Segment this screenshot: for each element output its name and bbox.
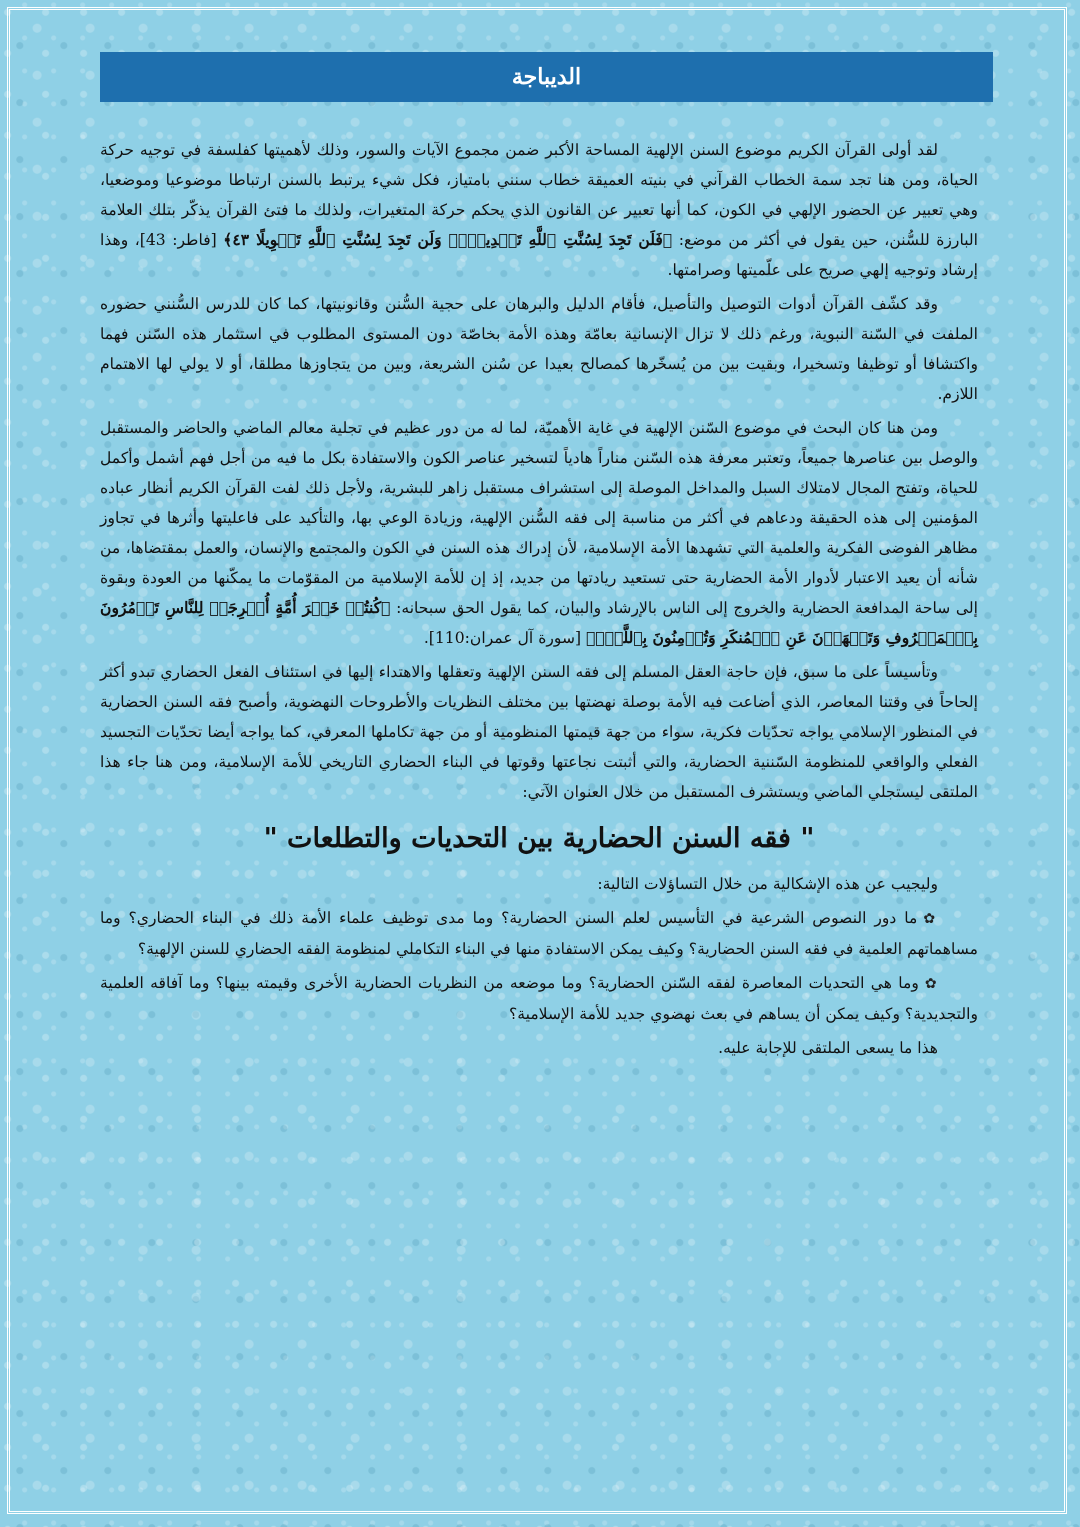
question-text: وما هي التحديات المعاصرة لفقه السّنن الحضارية؟ وما موضعه من النظريات الحضارية الأخرى وقيمته بينها؟ وما آفاقه العلمية والتجديدية؟ وكيف يمكن أن يساهم في بعث نهضوي جديد للأمة الإسلامية؟: [100, 974, 978, 1023]
paragraph-5: وليجيب عن هذه الإشكالية من خلال التساؤلات التالية:: [597, 875, 938, 893]
document-body: [100, 135, 978, 1067]
paragraph-3: [100, 413, 978, 653]
paragraph-text: ومن هنا كان البحث في موضوع السّنن الإلهية في غاية الأهميّة، لما له من دور عظيم في تجلية معالم الماضي والحاضر والمستقبل والوصل بين عناصرها جميعاً، وتعتبر معرفة هذه السّنن مناراً هادياً لتسخير عناصر الكون والاستفادة بكل ما فيه من أجل فهم أشمل وأكمل للحياة، وتفتح المجال لامتلاك السبل والمداخل الموصلة إلى استشراف مستقبل زاهر للبشرية، ولأجل ذلك لفت القرآن الكريم أنظار عباده المؤمنين إلى هذه الحقيقة ودعاهم في أكثر من مناسبة إلى فقه السُّنن الإلهية، وزيادة الوعي بها، والتأكيد على فاعليتها وأثرها في تجاوز مظاهر الفوضى الفكرية والعلمية التي تشهدها الأمة الإسلامية، لأن إدراك هذه السنن في الكون والمجتمع والإنسان، والعمل بمقتضاها، من شأنه أن يعيد الاعتبار لأدوار الأمة الحضارية حتى تستعيد ريادتها من جديد، إذ إن للأمة الإسلامية من المقوّمات ما يمكّنها من العودة وبقوة إلى ساحة المدافعة الحضارية والخروج إلى الناس بالإرشاد والبيان، كما يقول الحق سبحانه:: [100, 419, 978, 617]
quran-verse: ﴿كُنتُمۡ خَيۡرَ أُمَّةٍ أُخۡرِجَتۡ لِلنَّاسِ تَأۡمُرُونَ بِٱلۡمَعۡرُوفِ وَتَنۡهَوۡنَ عَنِ ٱلۡمُنكَرِ وَتُؤۡمِنُونَ بِٱللَّهِۗ﴾: [100, 598, 978, 647]
flower-bullet-icon: ✿: [924, 976, 938, 992]
paragraph-4: وتأسيساً على ما سبق، فإن حاجة العقل المسلم إلى فقه السنن الإلهية وتعقلها والاهتداء إليها في استئناف الفعل الحضاري تبدو أكثر إلحاحاً في وقتنا المعاصر، الذي أضاعت فيه الأمة بوصلة نهضتها بين مختلف النظريات والأطروحات النهضوية، وأصبح فقه السنن الحضارية في المنظور الإسلامي يواجه تحدّيات فكرية، سواء من جهة قيمتها المنظومية أو من جهة تكاملها المعرفي، كما يواجه أيضا تحدّيات التجسيد الفعلي والواقعي للمنظومة السّننية الحضارية، والتي أثبتت نجاعتها وقوتها في البناء الحضاري التاريخي للأمة الإسلامية، ومن هنا جاء هذا الملتقى ليستجلي الماضي ويستشرف المستقبل من خلال العنوان الآتي:: [100, 663, 978, 801]
question-text: ما دور النصوص الشرعية في التأسيس لعلم السنن الحضارية؟ وما مدى توظيف علماء الأمة ذلك في البناء الحضاري؟ وما مساهماتهم العلمية في فقه السنن الحضارية؟ وكيف يمكن الاستفادة منها في البناء التكاملي لمنظومة الفقه الحضاري للسنن الإلهية؟: [100, 909, 978, 958]
flower-bullet-icon: ✿: [923, 911, 938, 927]
question-item-1: [100, 903, 978, 964]
quran-verse: ﴿فَلَن تَجِدَ لِسُنَّتِ ٱللَّهِ تَبۡدِيلٗاۖ وَلَن تَجِدَ لِسُنَّتِ ٱللَّهِ تَحۡوِيلًا ٤٣﴾: [223, 230, 673, 249]
paragraph-text: لقد أولى القرآن الكريم موضوع السنن الإلهية المساحة الأكبر ضمن مجموع الآيات والسور، وذلك لأهميتها كفلسفة في توجيه حركة الحياة، ومن هنا تجد سمة الخطاب القرآني في بنيته العميقة خطاب سنني بامتياز، فكل شيء يرتبط بالسنن ارتباطا موضوعيا وموضعيا، وهي تعبير عن الحضور الإلهي في الكون، كما أنها تعبير عن القانون الذي يحكم حركة المتغيرات، ولذلك ما فتئ القرآن يذكّر بتلك العلامة البارزة للسُّنن، حين يقول في أكثر من موضع:: [100, 141, 978, 249]
section-header: [100, 52, 993, 102]
paragraph-text: [فاطر: 43]، وهذا إرشاد وتوجيه إلهي صريح على علّميتها وصرامتها.: [100, 231, 978, 279]
paragraph-text: [سورة آل عمران:110].: [423, 629, 582, 647]
paragraph-1: [100, 135, 978, 285]
conference-title: " فقه السنن الحضارية بين التحديات والتطلعات ": [263, 823, 815, 854]
question-item-2: [100, 968, 978, 1029]
closing-line: هذا ما يسعى الملتقى للإجابة عليه.: [718, 1039, 938, 1057]
paragraph-2: وقد كشّف القرآن أدوات التوصيل والتأصيل، فأقام الدليل والبرهان على حجية السُّنن وقانونيتها، كما كان للدرس السُّنني حضوره الملفت في السّنة النبوية، ورغم ذلك لا تزال الإنسانية بعامّة وهذه الأمة بخاصّة دون المستوى المطلوب في استثمار هذه السّنن فهما واكتشافا أو توظيفا وتسخيرا، وبقيت بين من يُسخّرها كمصالح بعيدا عن سُنن الشريعة، وبين من يتجاوزها مطلقا، أو لا يولي لها الاهتمام اللازم.: [100, 295, 978, 403]
page-title: الديباجة: [511, 64, 582, 90]
